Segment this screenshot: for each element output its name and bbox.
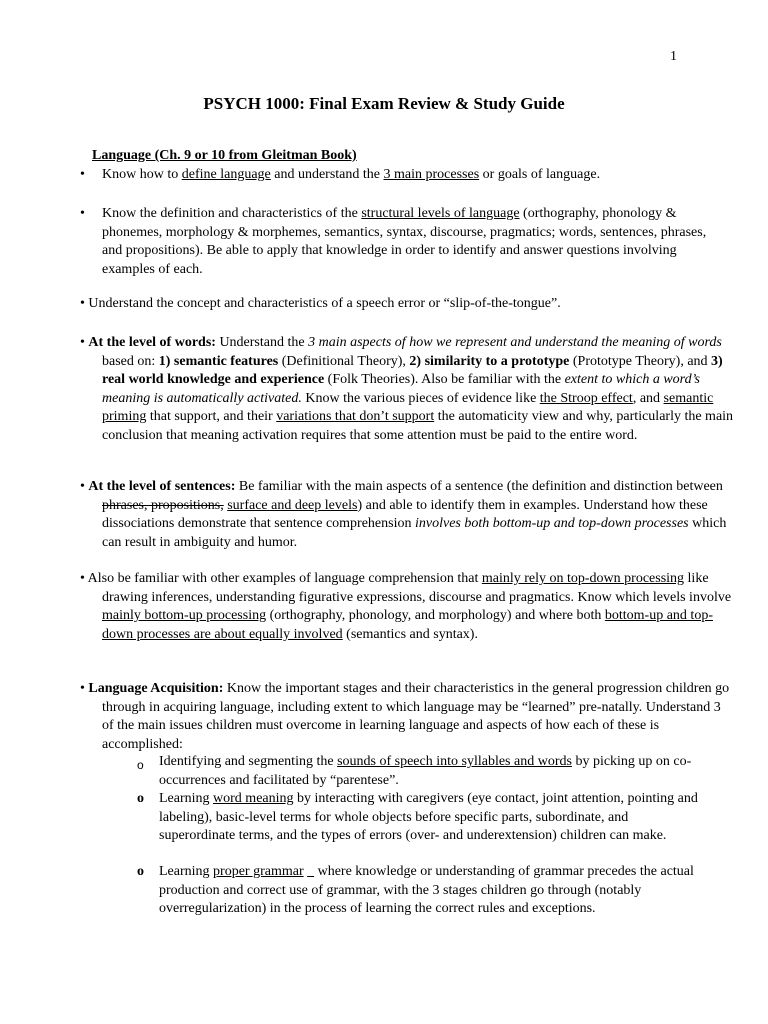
- bullet-item-language-acquisition: • Language Acquisition: Know the important stages and their characteristics in the general progression children go through in acquiring language, including extent to which language may be “learned” pre-natally. Understand 3 of the main issues children must overcome in learning language and aspects of how each of these is accomplished:: [80, 681, 730, 752]
- underlined-term: bottom-up and top-down processes are about equally involved: [102, 608, 713, 642]
- sub-bullet-marker: o: [137, 864, 144, 879]
- bullet-marker: •: [80, 167, 85, 182]
- underlined-term: variations that don’t support: [276, 409, 435, 425]
- bullet-item-structural-levels: Know the definition and characteristics of the structural levels of language (orthography, phonology & phonemes, morphology & morphemes, semantics, syntax, discourse, pragmatics; words, sentences, phrases, and propositions). Be able to apply that knowledge in order to identify and answer questions involving examples of each.: [102, 206, 707, 277]
- bullet-marker: •: [80, 206, 85, 221]
- sub-item-speech-segmentation: Identifying and segmenting the sounds of speech into syllables and words by picking up on co-occurrences and facilitated by “parentese”.: [159, 754, 692, 788]
- bullet-item-level-of-words: • At the level of words: Understand the 3 main aspects of how we represent and understand the meaning of words based on: 1) semantic features (Definitional Theory), 2) similarity to a prototype (Prototype Theory), and 3) real world knowledge and experience (Folk Theories). Also be familiar with the extent to which a word’s meaning is automatically activated. Know the various pieces of evidence like the Stroop effect, and semantic priming that support, and their variations that don’t support the automaticity view and why, particularly the main conclusion that meaning activation requires that some attention must be paid to the entire word.: [80, 335, 734, 443]
- bullet-item-language-comprehension: • Also be familiar with other examples of language comprehension that mainly rely on top-down processing like drawing inferences, understanding figurative expressions, discourse and pragmatics. Know which levels involve mainly bottom-up processing (orthography, phonology, and morphology) and where both bottom-up and top-down processes are about equally involved (semantics and syntax).: [80, 571, 732, 642]
- bullet-marker: •: [80, 296, 85, 311]
- underlined-term: define language: [181, 167, 271, 182]
- underlined-term: sounds of speech into syllables and words: [337, 754, 572, 769]
- underlined-term: mainly rely on top-down processing: [481, 571, 685, 586]
- underlined-term: mainly bottom-up processing: [102, 608, 267, 624]
- underlined-term: surface and deep levels: [227, 497, 358, 513]
- page-number: 1: [670, 49, 677, 64]
- sub-bullet-marker: o: [137, 758, 144, 772]
- bullet-marker: •: [80, 571, 85, 586]
- underlined-term: structural levels of language: [361, 206, 520, 221]
- bullet-item-define-language: Know how to define language and understand the 3 main processes or goals of language.: [102, 167, 601, 182]
- underlined-term: 3 main processes: [383, 167, 480, 182]
- sub-bullet-marker: o: [137, 791, 144, 806]
- document-title: PSYCH 1000: Final Exam Review & Study Guide: [203, 94, 565, 113]
- sub-item-proper-grammar: Learning proper grammar where knowledge or understanding of grammar precedes the actual production and correct use of grammar, with the 3 stages children go through (notably overregularization) in the process of learning the correct rules and exceptions.: [159, 864, 694, 917]
- underlined-term: proper grammar: [213, 864, 304, 879]
- section-heading: Language (Ch. 9 or 10 from Gleitman Book): [92, 148, 357, 163]
- underlined-term: word meaning: [213, 791, 294, 806]
- bullet-marker: •: [80, 479, 85, 494]
- bullet-item-speech-error: • Understand the concept and characteristics of a speech error or “slip-of-the-tongue”.: [80, 296, 561, 311]
- bullet-marker: •: [80, 681, 85, 696]
- underlined-term: semantic priming: [102, 390, 714, 425]
- bullet-marker: •: [80, 335, 85, 350]
- underlined-term: the Stroop effect: [539, 390, 633, 406]
- sub-item-word-meaning: Learning word meaning by interacting with caregivers (eye contact, joint attention, pointing and labeling), basic-level terms for whole objects before specific parts, subordinate, and superordinate terms, and the types of errors (over- and underextension) children can make.: [159, 791, 698, 844]
- bullet-item-level-of-sentences: • At the level of sentences: Be familiar with the main aspects of a sentence (the definition and distinction between phrases, propositions, surface and deep levels) and able to identify them in examples. Understand how these dissociations demonstrate that sentence comprehension involves both bottom-up and top-down processes which can result in ambiguity and humor.: [80, 479, 727, 550]
- strikethrough-term: phrases, propositions,: [102, 497, 224, 513]
